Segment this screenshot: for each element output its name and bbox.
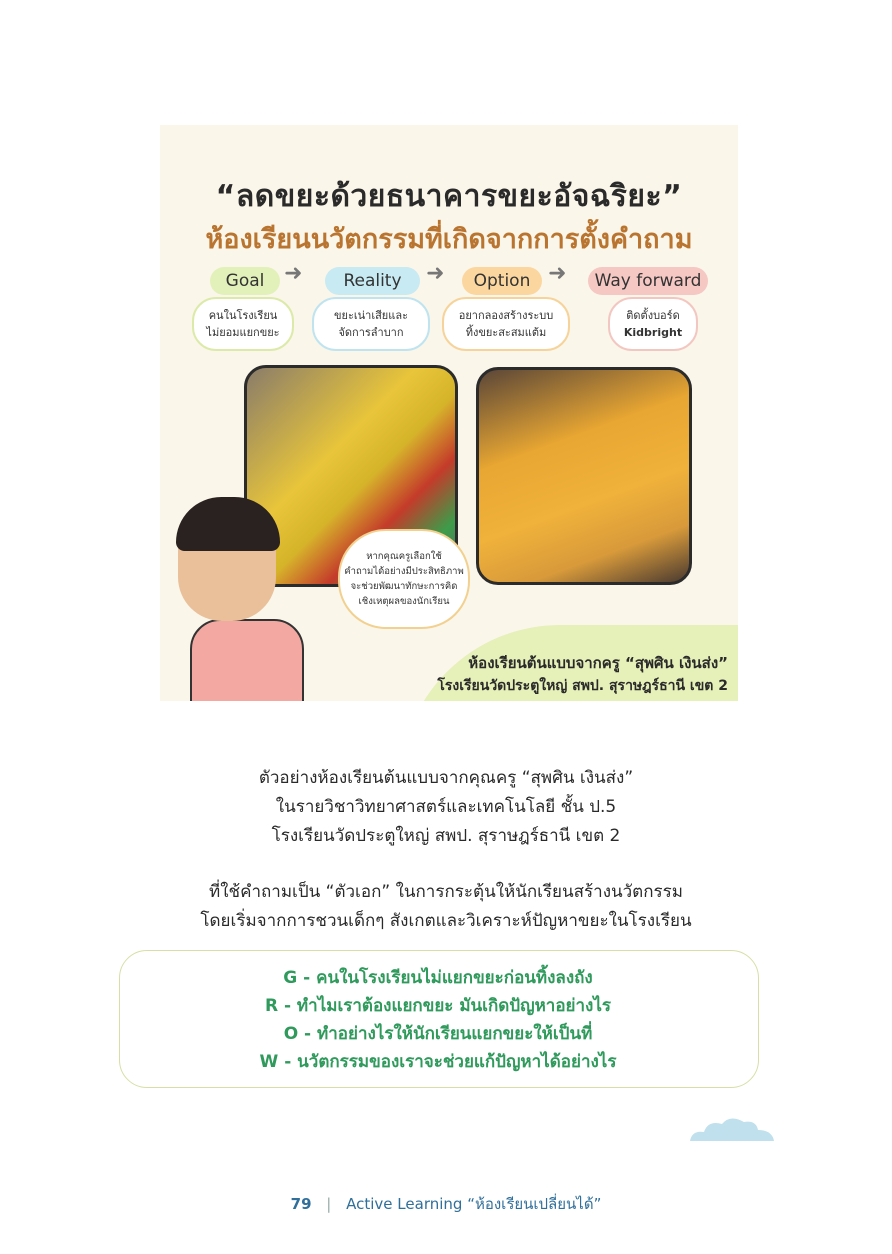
desc-line: ติดตั้งบอร์ด [626,309,680,322]
step-reality-label: Reality [325,267,420,295]
teacher-illustration-body [190,619,304,701]
grow-item-w: W - นวัตกรรมของเราจะช่วยแก้ปัญหาได้อย่างไร [259,1052,617,1072]
credit-teacher: ห้องเรียนต้นแบบจากครู “สุพศิน เงินส่ง” [468,654,728,672]
step-way-forward-desc [608,297,698,351]
desc-line: ขยะเน่าเสียและ [334,309,408,322]
speech-bubble [338,529,470,629]
infographic-title: “ลดขยะด้วยธนาคารขยะอัจฉริยะ” [215,179,683,214]
desc-line: อยากลองสร้างระบบ [458,309,554,322]
desc-line: จัดการลำบาก [338,326,404,339]
body-para1-line: ในรายวิชาวิทยาศาสตร์และเทคโนโลยี ชั้น ป.5 [275,797,617,817]
page-number: 79 [290,1195,312,1213]
arrow-icon: ➜ [284,261,303,286]
desc-line: Kidbright [623,326,683,339]
step-option-desc [442,297,570,351]
grow-item-g: G - คนในโรงเรียนไม่แยกขยะก่อนทิ้งลงถัง [283,968,593,988]
desc-line: ทิ้งขยะสะสมแต้ม [465,326,547,339]
body-para2-line: โดยเริ่มจากการชวนเด็กๆ สังเกตและวิเคราะห์ปัญหาขยะในโรงเรียน [200,911,692,931]
desc-line: คนในโรงเรียน [208,309,278,322]
infographic-subtitle: ห้องเรียนนวัตกรรมที่เกิดจากการตั้งคำถาม [205,224,693,255]
arrow-icon: ➜ [426,261,445,286]
classroom-photo-right [476,367,692,585]
step-goal-label: Goal [210,267,280,295]
bubble-line: คำถามได้อย่างมีประสิทธิภาพ [344,566,464,577]
body-para1-line: ตัวอย่างห้องเรียนต้นแบบจากคุณครู “สุพศิน เงินส่ง” [258,768,634,788]
bubble-line: เชิงเหตุผลของนักเรียน [358,596,450,607]
desc-line: ไม่ยอมแยกขยะ [206,326,280,339]
step-goal-desc [192,297,294,351]
infographic-panel [160,125,738,701]
body-para1-line: โรงเรียนวัดประตูใหญ่ สพป. สุราษฎร์ธานี เขต 2 [271,826,621,846]
footer-separator: | [326,1195,332,1213]
grow-item-r: R - ทำไมเราต้องแยกขยะ มันเกิดปัญหาอย่างไร [264,996,612,1016]
step-reality-desc [312,297,430,351]
bubble-line: หากคุณครูเลือกใช้ [366,551,442,562]
step-option-label: Option [462,267,542,295]
grow-item-o: O - ทำอย่างไรให้นักเรียนแยกขยะให้เป็นที่ [283,1024,593,1044]
body-para2-line: ที่ใช้คำถามเป็น “ตัวเอก” ในการกระตุ้นให้นักเรียนสร้างนวัตกรรม [209,882,683,902]
bubble-line: จะช่วยพัฒนาทักษะการคิด [350,581,458,592]
arrow-icon: ➜ [548,261,567,286]
footer-title: Active Learning “ห้องเรียนเปลี่ยนได้” [346,1195,602,1213]
page-footer [0,1192,892,1216]
credit-school: โรงเรียนวัดประตูใหญ่ สพป. สุราษฎร์ธานี เขต 2 [437,678,728,694]
step-way-forward-label: Way forward [588,267,708,295]
cloud-icon [688,1114,776,1142]
